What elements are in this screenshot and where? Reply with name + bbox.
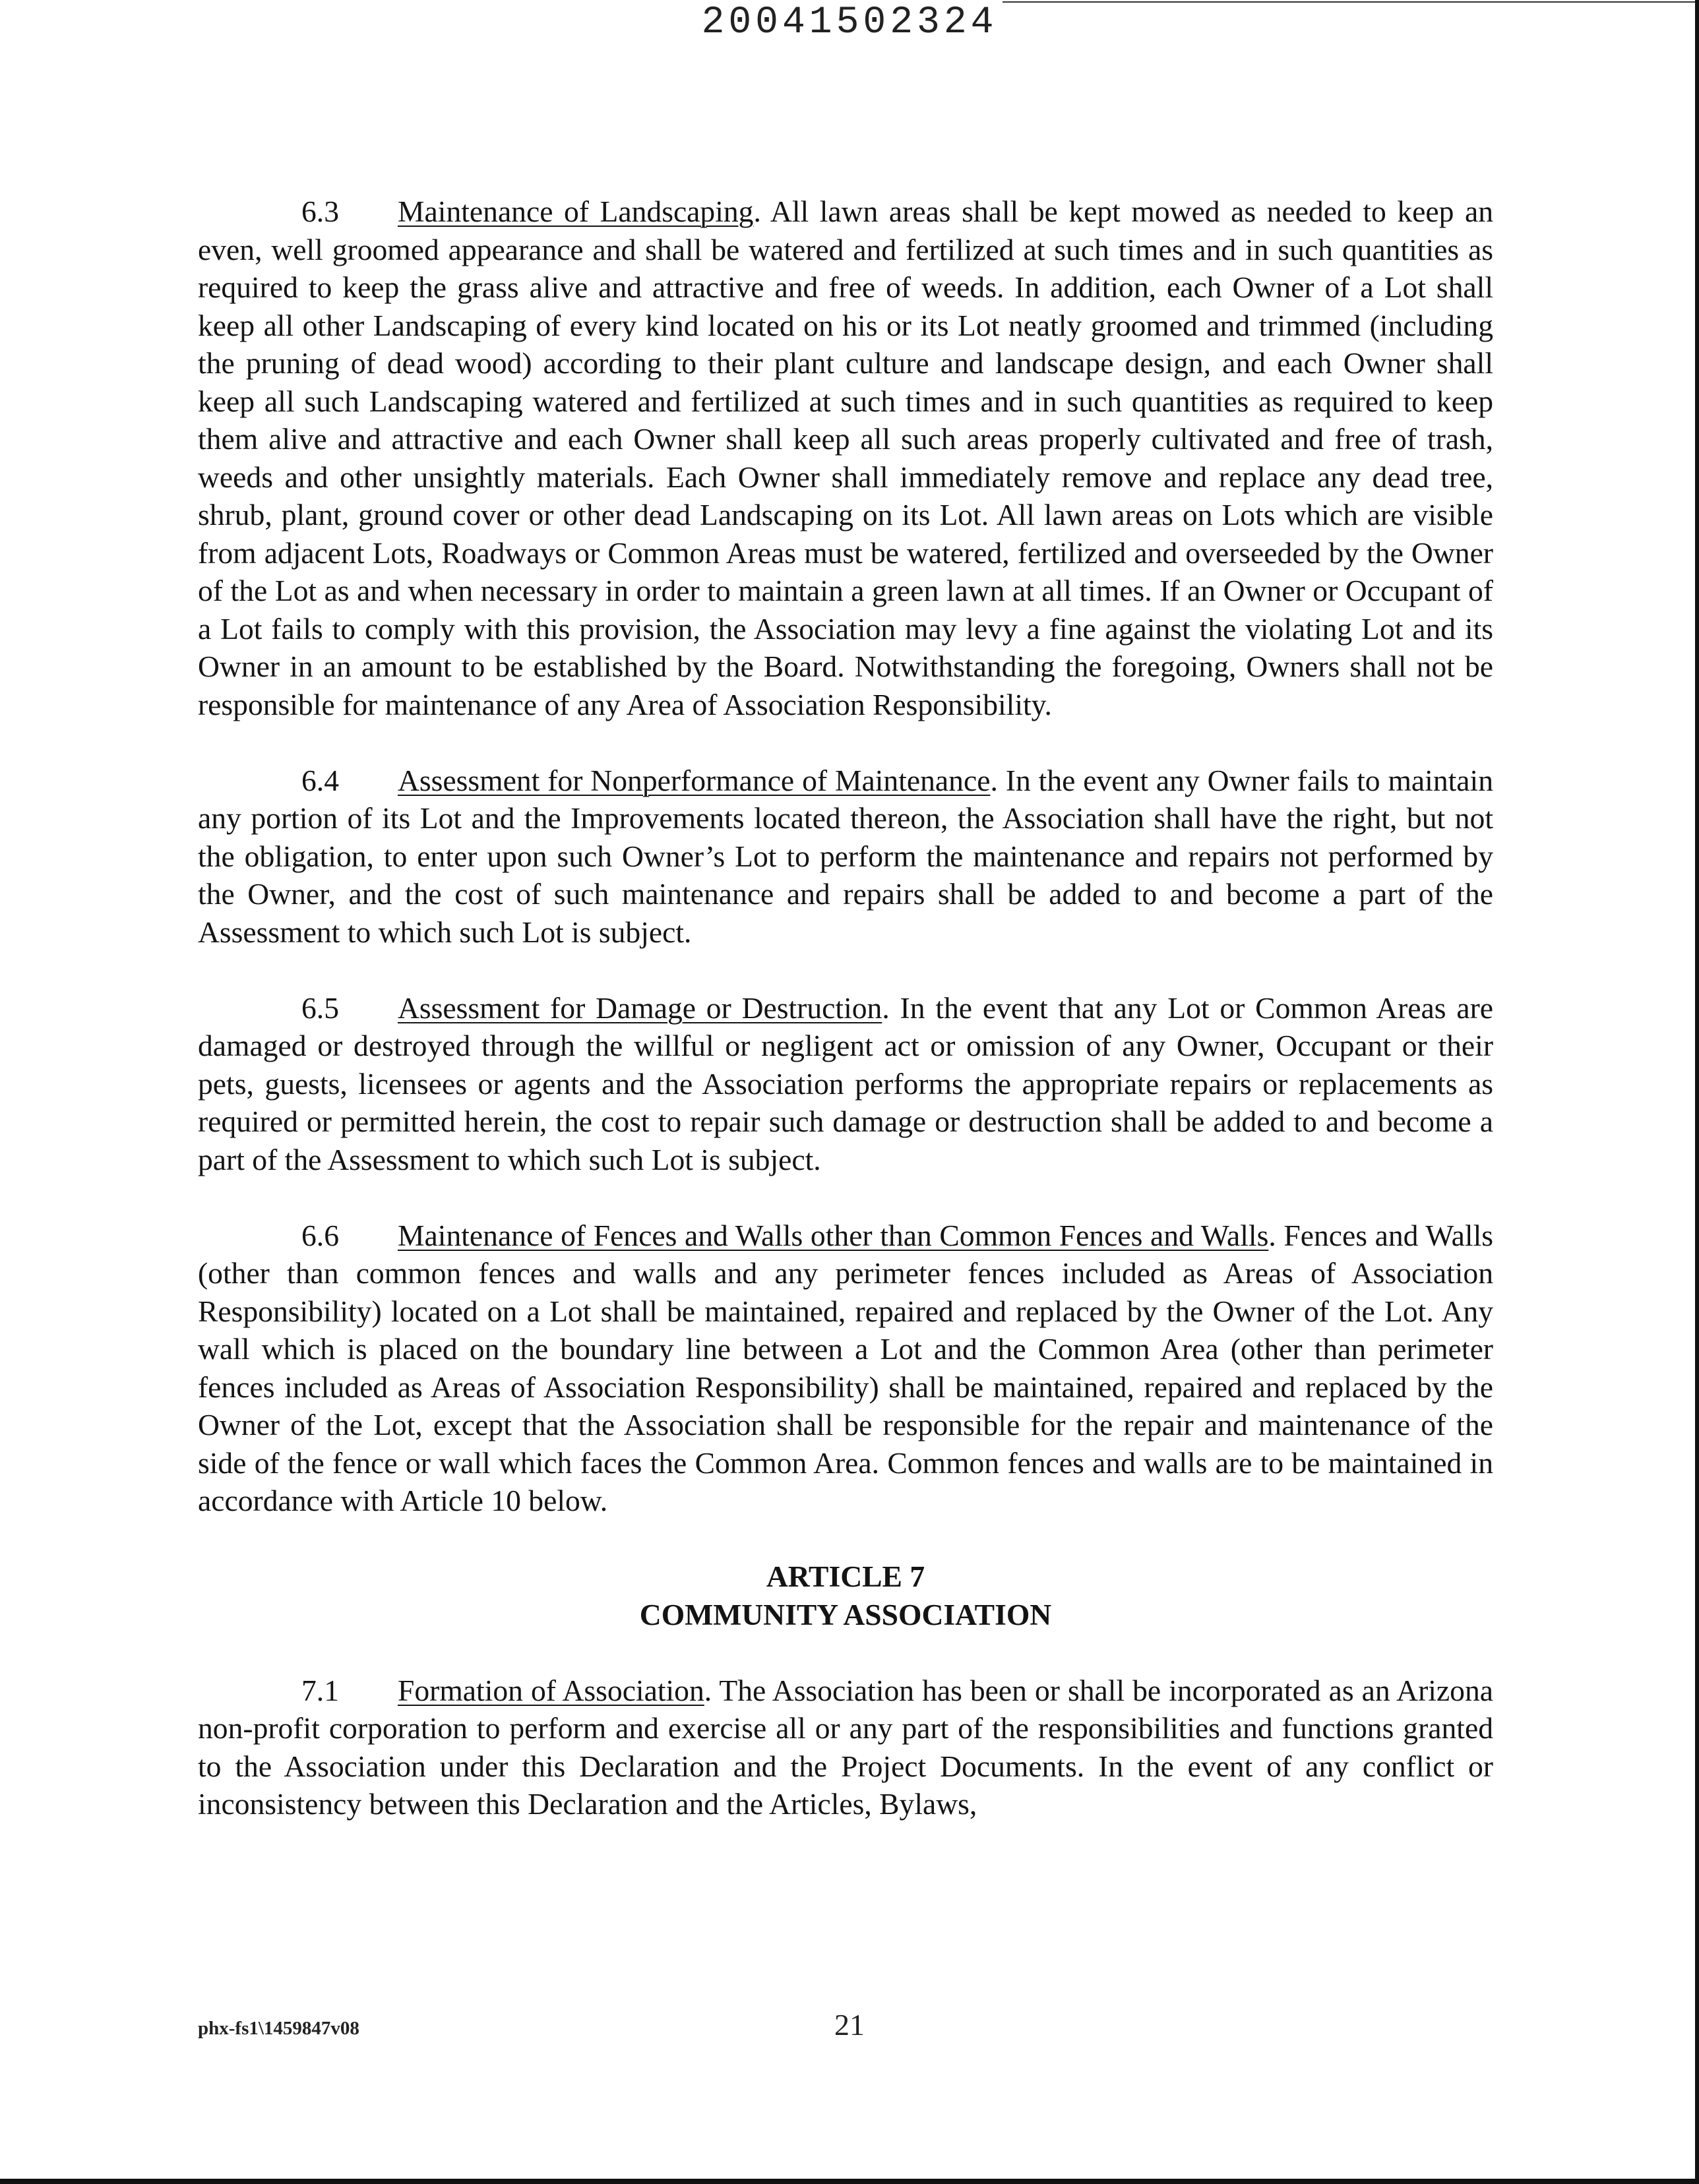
section-title: Maintenance of Fences and Walls other than Common Fences and Walls bbox=[398, 1218, 1269, 1252]
article-heading bbox=[198, 1558, 1493, 1633]
section-7-1: 7.1 Formation of Association. The Association has been or shall be incorporated as an Arizona non-profit corporation to perform and exercise all or any part of the responsibilities and functions granted to the Association under this Declaration and the Project Documents. In the event of any conflict or inconsistency between this Declaration and the Articles, Bylaws, bbox=[198, 1672, 1493, 1823]
article-number: ARTICLE 7 bbox=[766, 1560, 925, 1593]
page-number: 21 bbox=[834, 2008, 865, 2042]
page-edge-bottom bbox=[0, 2179, 1699, 2184]
section-text: Fences and Walls (other than common fences and walls and any perimeter fences included as Areas of Association Responsibility) located on a Lot shall be maintained, repaired and replaced by the Owner of the Lot. Any wall which is placed on the boundary line between a Lot and the Common Area (other than perimeter fences included as Areas of Association Responsibility) shall be maintained, repaired and replaced by the Owner of the Lot, except that the Association shall be responsible for the repair and maintenance of the side of the fence or wall which faces the Common Area. Common fences and walls are to be maintained in accordance with Article 10 below. bbox=[198, 1218, 1493, 1517]
section-6-3: 6.3 Maintenance of Landscaping. All lawn areas shall be kept mowed as needed to keep an even, well groomed appearance and shall be watered and fertilized at such times and in such quantities as required to keep the grass alive and attractive and free of weeds. In addition, each Owner of a Lot shall keep all other Landscaping of every kind located on his or its Lot neatly groomed and trimmed (including the pruning of dead wood) according to their plant culture and landscape design, and each Owner shall keep all such Landscaping watered and fertilized at such times and in such quantities as required to keep them alive and attractive and each Owner shall keep all such areas properly cultivated and free of trash, weeds and other unsightly materials. Each Owner shall immediately remove and replace any dead tree, shrub, plant, ground cover or other dead Landscaping on its Lot. All lawn areas on Lots which are visible from adjacent Lots, Roadways or Common Areas must be watered, fertilized and overseeded by the Owner of the Lot as and when necessary in order to maintain a green lawn at all times. If an Owner or Occupant of a Lot fails to comply with this provision, the Association may levy a fine against the violating Lot and its Owner in an amount to be established by the Board. Notwithstanding the foregoing, Owners shall not be responsible for maintenance of any Area of Association Responsibility. bbox=[198, 193, 1493, 723]
document-number: 20041502324 bbox=[701, 1, 998, 44]
section-text: The Association has been or shall be incorporated as an Arizona non-profit corporation to perform and exercise all or any part of the responsibilities and functions granted to the Association under this Declaration and the Project Documents. In the event of any conflict or inconsistency between this Declaration and the Articles, Bylaws, bbox=[198, 1673, 1493, 1821]
section-text: In the event that any Lot or Common Areas are damaged or destroyed through the willful or negligent act or omission of any Owner, Occupant or their pets, guests, licensees or agents and the Association performs the appropriate repairs or replacements as required or permitted herein, the cost to repair such damage or destruction shall be added to and become a part of the Assessment to which such Lot is subject. bbox=[198, 990, 1493, 1176]
document-body bbox=[198, 193, 1493, 1861]
section-text: In the event any Owner fails to maintain any portion of its Lot and the Improvements located thereon, the Association shall have the right, but not the obligation, to enter upon such Owner’s Lot to perform the maintenance and repairs not performed by the Owner, and the cost of such maintenance and repairs shall be added to and become a part of the Assessment to which such Lot is subject. bbox=[198, 763, 1493, 949]
section-6-4: 6.4 Assessment for Nonperformance of Maintenance. In the event any Owner fails to maintain any portion of its Lot and the Improvements located thereon, the Association shall have the right, but not the obligation, to enter upon such Owner’s Lot to perform the maintenance and repairs not performed by the Owner, and the cost of such maintenance and repairs shall be added to and become a part of the Assessment to which such Lot is subject. bbox=[198, 762, 1493, 952]
section-title: Formation of Association bbox=[398, 1673, 704, 1707]
section-title: Assessment for Nonperformance of Maintenance bbox=[398, 763, 991, 797]
section-number: 6.5 bbox=[301, 990, 339, 1025]
section-number: 6.3 bbox=[301, 195, 339, 228]
section-title: Assessment for Damage or Destruction bbox=[398, 990, 882, 1025]
section-6-5: 6.5 Assessment for Damage or Destruction. In the event that any Lot or Common Areas are damaged or destroyed through the willful or negligent act or omission of any Owner, Occupant or their pets, guests, licensees or agents and the Association performs the appropriate repairs or replacements as required or permitted herein, the cost to repair such damage or destruction shall be added to and become a part of the Assessment to which such Lot is subject. bbox=[198, 989, 1493, 1179]
section-number: 7.1 bbox=[301, 1673, 339, 1707]
section-title: Maintenance of Landscaping bbox=[398, 195, 754, 228]
section-number: 6.4 bbox=[301, 763, 339, 797]
page-edge-right bbox=[1695, 0, 1699, 2184]
footer-file-id: phx-fs1\1459847v08 bbox=[198, 2018, 359, 2039]
section-text: All lawn areas shall be kept mowed as needed to keep an even, well groomed appearance and shall be watered and fertilized at such times and in such quantities as required to keep the grass alive and attractive and free of weeds. In addition, each Owner of a Lot shall keep all other Landscaping of every kind located on his or its Lot neatly groomed and trimmed (including the pruning of dead wood) according to their plant culture and landscape design, and each Owner shall keep all such Landscaping watered and fertilized at such times and in such quantities as required to keep them alive and attractive and each Owner shall keep all such areas properly cultivated and free of trash, weeds and other unsightly materials. Each Owner shall immediately remove and replace any dead tree, shrub, plant, ground cover or other dead Landscaping on its Lot. All lawn areas on Lots which are visible from adjacent Lots, Roadways or Common Areas must be watered, fertilized and overseeded by the Owner of the Lot as and when necessary in order to maintain a green lawn at all times. If an Owner or Occupant of a Lot fails to comply with this provision, the Association may levy a fine against the violating Lot and its Owner in an amount to be established by the Board. Notwithstanding the foregoing, Owners shall not be responsible for maintenance of any Area of Association Responsibility. bbox=[198, 195, 1493, 721]
section-6-6: 6.6 Maintenance of Fences and Walls other than Common Fences and Walls. Fences and Walls (other than common fences and walls and any perimeter fences included as Areas of Association Responsibility) located on a Lot shall be maintained, repaired and replaced by the Owner of the Lot. Any wall which is placed on the boundary line between a Lot and the Common Area (other than perimeter fences included as Areas of Association Responsibility) shall be maintained, repaired and replaced by the Owner of the Lot, except that the Association shall be responsible for the repair and maintenance of the side of the fence or wall which faces the Common Area. Common fences and walls are to be maintained in accordance with Article 10 below. bbox=[198, 1217, 1493, 1520]
section-number: 6.6 bbox=[301, 1218, 339, 1252]
article-title: COMMUNITY ASSOCIATION bbox=[639, 1597, 1052, 1631]
